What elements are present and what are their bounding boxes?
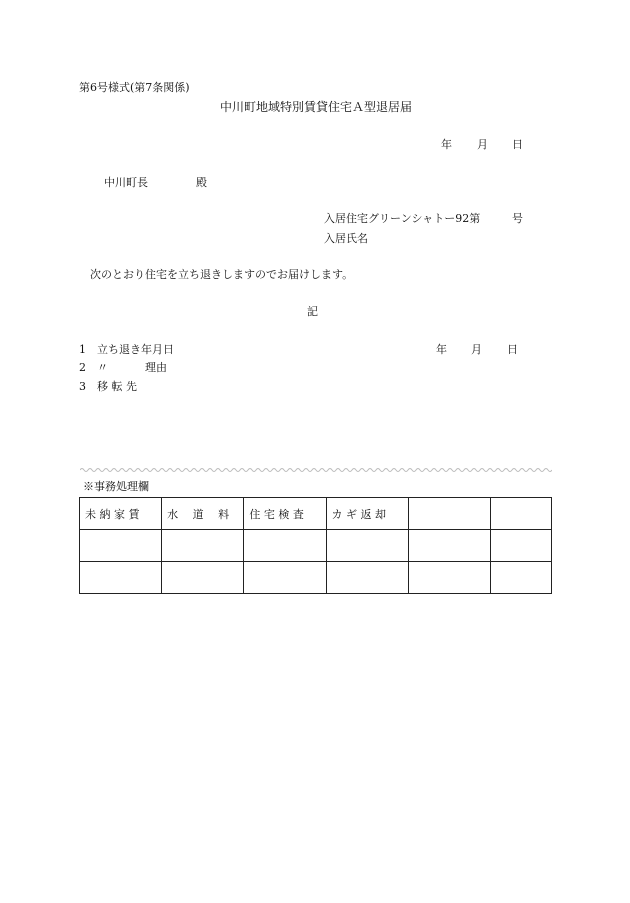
table-header-cell: 水 道 料: [162, 498, 244, 530]
office-use-table: [79, 497, 552, 594]
document-title: 中川町地域特別賃貸住宅Ａ型退居届: [220, 100, 413, 114]
table-header-row: [80, 498, 552, 530]
table-header-cell: [408, 498, 490, 530]
table-cell[interactable]: [408, 562, 490, 594]
table-cell[interactable]: [490, 562, 551, 594]
ki-label: 記: [307, 305, 318, 318]
residence-number-suffix: 号: [512, 212, 523, 225]
table-header-cell: [490, 498, 551, 530]
header-date-month: 月: [477, 138, 488, 151]
table-cell[interactable]: [490, 530, 551, 562]
item-ditto: 〃: [97, 361, 108, 374]
table-cell[interactable]: [162, 562, 244, 594]
item-day: 日: [507, 343, 518, 356]
header-date-year: 年: [441, 138, 452, 151]
table-header-cell: 未 納 家 賃: [80, 498, 162, 530]
table-cell[interactable]: [326, 562, 408, 594]
resident-name-label: 入居氏名: [324, 232, 368, 245]
table-cell[interactable]: [408, 530, 490, 562]
header-date-day: 日: [512, 138, 523, 151]
item-label: 立ち退き年月日: [97, 343, 174, 356]
table-header-cell: 住 宅 検 査: [244, 498, 326, 530]
addressee-name: 中川町長: [104, 176, 148, 189]
item-label: 理由: [145, 361, 167, 374]
item-number: 3: [79, 380, 86, 393]
table-cell[interactable]: [80, 562, 162, 594]
item-label: 移 転 先: [97, 380, 137, 393]
addressee-honorific: 殿: [196, 176, 207, 189]
item-year: 年: [436, 343, 447, 356]
table-row: [80, 530, 552, 562]
wavy-divider: [80, 466, 552, 474]
office-use-label: ※事務処理欄: [83, 480, 149, 493]
table-cell[interactable]: [244, 530, 326, 562]
item-number: 1: [79, 343, 86, 356]
table-cell[interactable]: [244, 562, 326, 594]
item-number: 2: [79, 361, 86, 374]
item-month: 月: [471, 343, 482, 356]
table-cell[interactable]: [80, 530, 162, 562]
form-id: 第6号様式(第7条関係): [79, 81, 190, 94]
table-header-cell: カ ギ 返 却: [326, 498, 408, 530]
table-cell[interactable]: [162, 530, 244, 562]
table-row: [80, 562, 552, 594]
table-cell[interactable]: [326, 530, 408, 562]
body-text: 次のとおり住宅を立ち退きしますのでお届けします。: [90, 268, 354, 281]
residence-label: 入居住宅グリーンシャトー92第: [324, 212, 481, 225]
